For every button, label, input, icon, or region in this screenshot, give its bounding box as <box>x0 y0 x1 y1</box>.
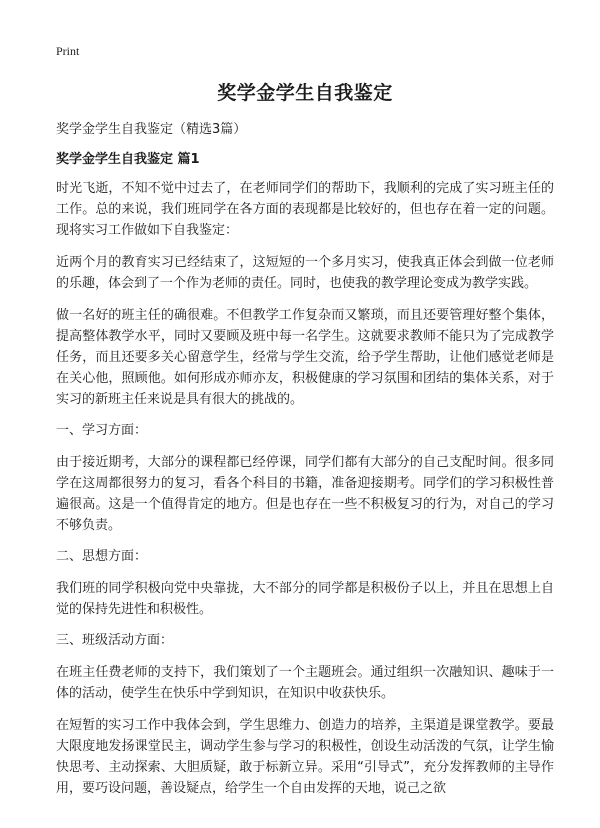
paragraph-class-teacher: 做一名好的班主任的确很难。不但教学工作复杂而又繁琐，而且还要管理好整个集体，提高整体教学水平，同时又要顾及班中每一名学生。这就要求教师不能只为了完成教学任务，而且还要多关心留意学生，经常与学生交流，给予学生帮助，让他们感觉老师是在关心他，照顾他。如何形成亦师亦友，积极健康的学习氛围和团结的集体关系，对于实习的新班主任来说是具有很大的挑战的。 <box>56 308 554 407</box>
paragraph-internship: 近两个月的教育实习已经结束了，这短短的一个多月实习，使我真正体会到做一位老师的乐趣，体会到了一个作为老师的责任。同时，也使我的教学理论变成为教学实践。 <box>56 255 554 291</box>
paragraph-intro: 时光飞逝，不知不觉中过去了，在老师同学们的帮助下，我顺利的完成了实习班主任的工作。总的来说，我们班同学在各方面的表现都是比较好的，但也存在着一定的问题。现将实习工作做如下自我鉴定： <box>56 181 554 238</box>
paragraph-study: 由于接近期考，大部分的课程都已经停课，同学们都有大部分的自己支配时间。很多同学在这周都很努力的复习，看各个科目的书籍，准备迎接期考。同学们的学习积极性普遍很高。这是一个值得肯定的地方。但是也存在一些不积极复习的行为，对自己的学习不够负责。 <box>56 455 554 533</box>
section-title: 奖学金学生自我鉴定 篇1 <box>56 152 200 167</box>
paragraph-thought: 我们班的同学积极向党中央靠拢，大不部分的同学都是积极份子以上，并且在思想上自觉的保持先进性和积极性。 <box>56 581 554 617</box>
paragraph-teaching: 在短暂的实习工作中我体会到，学生思维力、创造力的培养，主渠道是课堂教学。要最大限度地发扬课堂民主，调动学生参与学习的积极性，创设生动活泼的气氛，让学生愉快思考、主动探索、大胆质疑，敢于标新立异。采用“引导式”，充分发挥教师的主导作用，要巧设问题，善设疑点，给学生一个自由发挥的天地，说己之欲 <box>56 718 554 796</box>
print-link[interactable]: Print <box>56 44 80 58</box>
heading-thought: 二、思想方面： <box>56 549 148 564</box>
heading-activities: 三、班级活动方面： <box>56 633 174 648</box>
heading-study: 一、学习方面： <box>56 423 148 438</box>
paragraph-activities: 在班主任费老师的支持下，我们策划了一个主题班会。通过组织一次融知识、趣味于一体的活动，使学生在快乐中学到知识，在知识中收获快乐。 <box>56 665 554 701</box>
document-subtitle: 奖学金学生自我鉴定（精选3篇） <box>56 122 247 137</box>
document-title: 奖学金学生自我鉴定 <box>217 82 393 104</box>
